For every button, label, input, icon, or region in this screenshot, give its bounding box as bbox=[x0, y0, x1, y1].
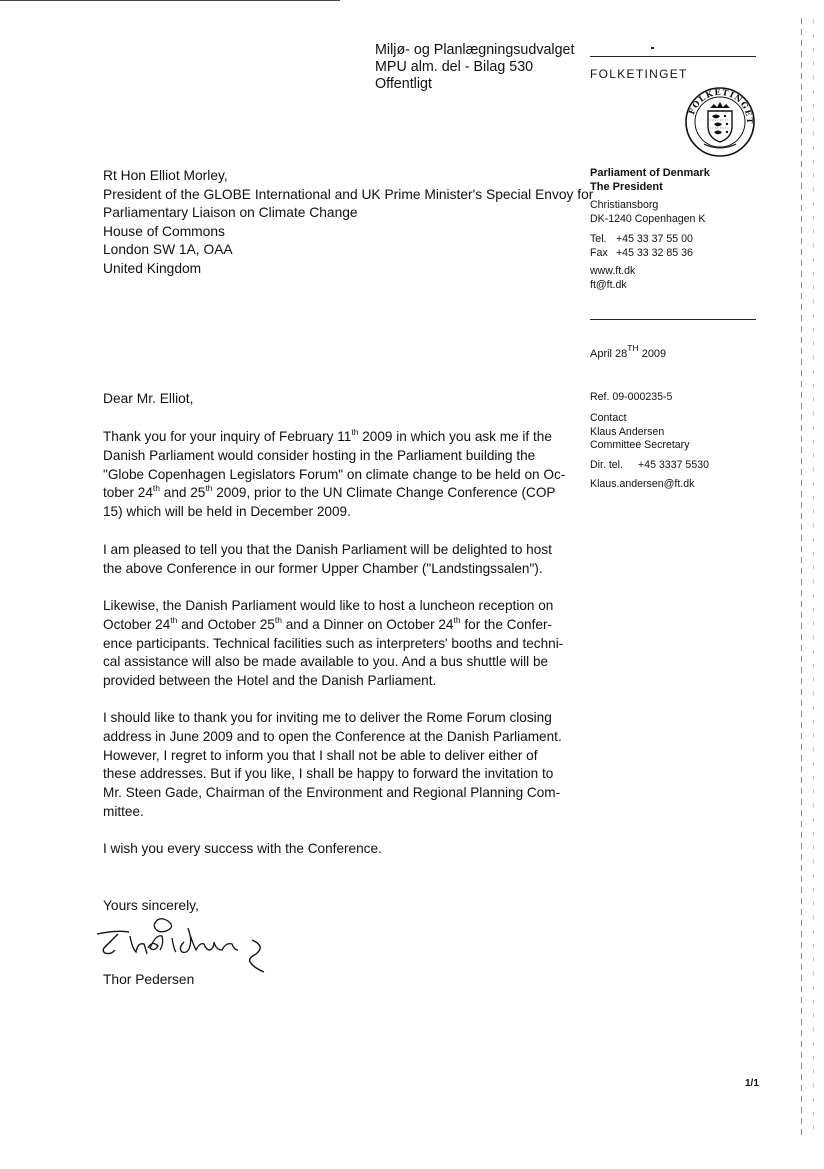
stamp-committee: Miljø- og Planlægningsudvalget bbox=[375, 42, 575, 58]
addressee-line: Rt Hon Elliot Morley, bbox=[103, 168, 228, 183]
text-line: these addresses. But if you like, I shall be happy to forward the invitation to bbox=[103, 766, 554, 782]
text-line: ence participants. Technical facilities such as interpreters' booths and techni- bbox=[103, 635, 564, 651]
paragraph-reception bbox=[103, 597, 564, 691]
scan-edge-right bbox=[801, 18, 802, 1138]
text-line: 15) which will be held in December 2009. bbox=[103, 504, 351, 520]
letterhead-web bbox=[590, 265, 635, 292]
letterhead-rule-bottom bbox=[590, 319, 756, 320]
contact-role: Committee Secretary bbox=[590, 439, 690, 451]
addressee-line: President of the GLOBE International and UK Prime Minister's Special Envoy for bbox=[103, 186, 594, 202]
text-span: tober 24 bbox=[103, 485, 153, 501]
text-line: "Globe Copenhagen Legislators Forum" on climate change to be held on Oc- bbox=[103, 466, 566, 482]
direct-phone bbox=[590, 459, 709, 473]
addressee-line: House of Commons bbox=[103, 223, 225, 239]
address-line: DK-1240 Copenhagen K bbox=[590, 212, 706, 225]
text-span: and a Dinner on October 24 bbox=[281, 616, 454, 632]
text-span: 2009, prior to the UN Climate Change Conference (COP bbox=[212, 485, 556, 501]
addressee-line: London SW 1A, OAA bbox=[103, 242, 233, 258]
letterhead-parliament bbox=[590, 167, 710, 194]
addressee-line: Parliamentary Liaison on Climate Change bbox=[103, 205, 358, 221]
fax-label: Fax bbox=[590, 246, 608, 259]
scan-speck bbox=[651, 47, 654, 49]
page-number: 1/1 bbox=[745, 1078, 759, 1089]
text-line: the above Conference in our former Upper Chamber ("Landstingssalen"). bbox=[103, 560, 543, 576]
folketinget-seal-icon bbox=[684, 86, 756, 158]
email: ft@ft.dk bbox=[590, 278, 627, 291]
text-line: cal assistance will also be made available to you. And a bus shuttle will be bbox=[103, 654, 549, 670]
letterhead-rule-top bbox=[590, 56, 756, 57]
ordinal-suffix: th bbox=[152, 483, 160, 494]
text-line: Danish Parliament would consider hosting in the Parliament building the bbox=[103, 447, 536, 463]
paragraph-inquiry bbox=[103, 427, 566, 522]
text-span: 2009 in which you ask me if the bbox=[358, 429, 552, 444]
text-line: I am pleased to tell you that the Danish Parliament will be delighted to host bbox=[103, 542, 552, 557]
reference-number: Ref. 09-000235-5 bbox=[590, 391, 673, 403]
text-span: and October 25 bbox=[177, 616, 275, 632]
date-suffix: TH bbox=[627, 343, 639, 353]
letterhead-address bbox=[590, 199, 705, 226]
parliament-office: The President bbox=[590, 180, 663, 193]
text-line: Mr. Steen Gade, Chairman of the Environment and Regional Planning Com- bbox=[103, 785, 561, 801]
organization-name: FOLKETINGET bbox=[590, 67, 688, 81]
tel-value: +45 33 37 55 00 bbox=[616, 233, 693, 245]
text-span: October 24 bbox=[103, 616, 171, 632]
date-year: 2009 bbox=[638, 348, 667, 360]
text-span: for the Confer- bbox=[460, 616, 553, 632]
ordinal-suffix: th bbox=[170, 614, 178, 625]
ordinal-suffix: th bbox=[351, 427, 359, 437]
text-line: provided between the Hotel and the Danish Parliament. bbox=[103, 673, 437, 689]
contact-email: Klaus.andersen@ft.dk bbox=[590, 478, 695, 490]
ordinal-suffix: th bbox=[453, 614, 461, 625]
paragraph-wishes: I wish you every success with the Conference. bbox=[103, 841, 382, 856]
ordinal-suffix: th bbox=[274, 614, 282, 625]
scan-edge-right-outer bbox=[813, 20, 814, 1130]
address-line: Christiansborg bbox=[590, 199, 659, 211]
handwritten-signature bbox=[92, 910, 282, 980]
contact-name: Klaus Andersen bbox=[590, 425, 665, 438]
paragraph-rome-forum bbox=[103, 709, 562, 822]
addressee-line: United Kingdom bbox=[103, 260, 202, 276]
stamp-reference: MPU alm. del - Bilag 530 bbox=[375, 59, 534, 75]
parliament-name: Parliament of Denmark bbox=[590, 167, 710, 179]
salutation: Dear Mr. Elliot, bbox=[103, 391, 194, 406]
dirtel-label: Dir. tel. bbox=[590, 459, 623, 471]
text-line: Likewise, the Danish Parliament would like to host a luncheon reception on bbox=[103, 598, 554, 613]
text-line: I should like to thank you for inviting me to deliver the Rome Forum closing bbox=[103, 710, 552, 725]
text-span: Thank you for your inquiry of February 11 bbox=[103, 429, 352, 444]
website: www.ft.dk bbox=[590, 265, 636, 277]
svg-text:FOLKETINGET: FOLKETINGET bbox=[686, 86, 756, 125]
contact-block bbox=[590, 412, 690, 453]
ordinal-suffix: th bbox=[205, 483, 213, 494]
closing: Yours sincerely, bbox=[103, 898, 199, 913]
date-text: April 28 bbox=[590, 348, 628, 360]
tel-label: Tel. bbox=[590, 233, 607, 245]
paragraph-host bbox=[103, 541, 558, 579]
text-line: address in June 2009 and to open the Conference at the Danish Parliament. bbox=[103, 728, 562, 744]
text-span: and 25 bbox=[159, 485, 206, 501]
fax-value: +45 33 32 85 36 bbox=[616, 246, 693, 259]
stamp-status: Offentligt bbox=[375, 76, 432, 92]
signer-name: Thor Pedersen bbox=[103, 972, 195, 987]
scan-edge-line bbox=[0, 0, 340, 1]
document-stamp bbox=[375, 42, 574, 93]
text-line: However, I regret to inform you that I shall not be able to deliver either of bbox=[103, 747, 538, 763]
contact-label: Contact bbox=[590, 412, 627, 424]
text-line: mittee. bbox=[103, 803, 144, 819]
letterhead-phone bbox=[590, 233, 693, 260]
letter-date bbox=[590, 343, 667, 362]
dirtel-value: +45 3337 5530 bbox=[638, 459, 709, 471]
addressee-block bbox=[103, 167, 593, 279]
